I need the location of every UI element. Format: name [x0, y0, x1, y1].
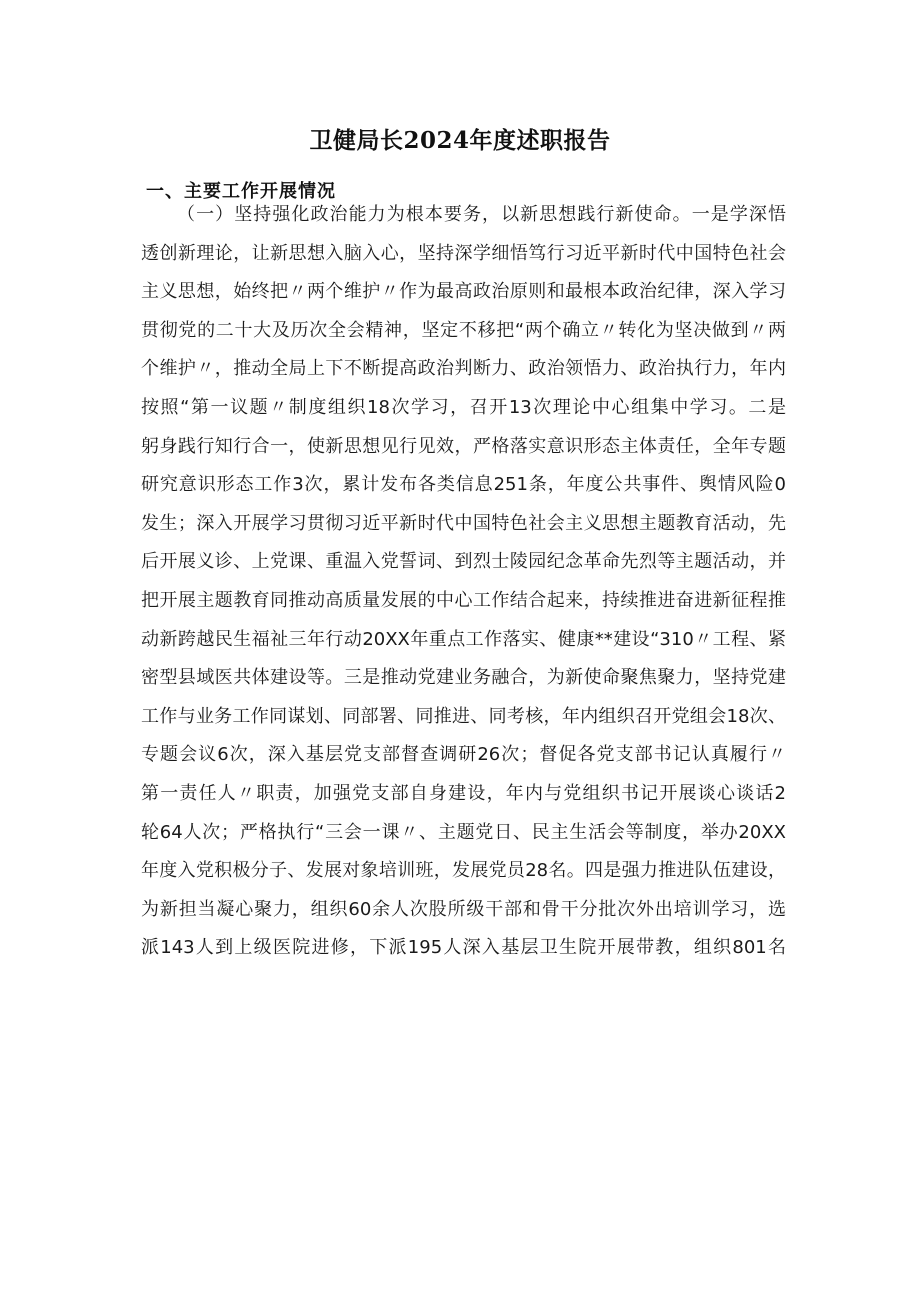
paragraph-line: 按照“第一议题〃制度组织18次学习，召开13次理论中心组集中学习。二是: [141, 396, 786, 418]
body-paragraph: [141, 196, 786, 968]
section-heading: 一、主要工作开展情况: [146, 181, 336, 202]
paragraph-line: 透创新理论，让新思想入脑入心，坚持深学细悟笃行习近平新时代中国特色社会: [141, 242, 786, 264]
paragraph-line: （一）坚持强化政治能力为根本要务，以新思想践行新使命。一是学深悟: [177, 204, 786, 225]
paragraph-line: 为新担当凝心聚力，组织60余人次股所级干部和骨干分批次外出培训学习，选: [141, 898, 786, 920]
paragraph-line: 躬身践行知行合一，使新思想见行见效，严格落实意识形态主体责任，全年专题: [141, 435, 786, 457]
paragraph-line: 动新跨越民生福祉三年行动20XX年重点工作落实、健康**建设“310〃工程、紧: [141, 628, 786, 650]
paragraph-line: 研究意识形态工作3次，累计发布各类信息251条，年度公共事件、舆情风险0: [141, 474, 786, 496]
paragraph-line: 把开展主题教育同推动高质量发展的中心工作结合起来，持续推进奋进新征程推: [141, 589, 786, 611]
paragraph-line: 工作与业务工作同谋划、同部署、同推进、同考核，年内组织召开党组会18次、: [141, 705, 786, 727]
paragraph-line: 发生；深入开展学习贯彻习近平新时代中国特色社会主义思想主题教育活动，先: [141, 512, 786, 534]
paragraph-line: 后开展义诊、上党课、重温入党誓词、到烈士陵园纪念革命先烈等主题活动，并: [141, 551, 786, 573]
paragraph-line: 第一责任人〃职责，加强党支部自身建设，年内与党组织书记开展谈心谈话2: [141, 782, 786, 804]
paragraph-line: 密型县域医共体建设等。三是推动党建业务融合，为新使命聚焦聚力，坚持党建: [141, 667, 786, 689]
paragraph-line: 派143人到上级医院进修，下派195人深入基层卫生院开展带教，组织801名: [141, 937, 786, 959]
paragraph-line: 贯彻党的二十大及历次全会精神，坚定不移把“两个确立〃转化为坚决做到〃两: [141, 319, 786, 341]
paragraph-line: 个维护〃，推动全局上下不断提高政治判断力、政治领悟力、政治执行力，年内: [141, 358, 786, 380]
paragraph-line: 年度入党积极分子、发展对象培训班，发展党员28名。四是强力推进队伍建设，: [141, 860, 786, 882]
paragraph-line: 轮64人次；严格执行“三会一课〃、主题党日、民主生活会等制度，举办20XX: [141, 821, 786, 843]
paragraph-line: 专题会议6次，深入基层党支部督查调研26次；督促各党支部书记认真履行〃: [141, 744, 786, 766]
document-title: 卫健局长2024年度述职报告: [309, 127, 611, 154]
paragraph-line: 主义思想，始终把〃两个维护〃作为最高政治原则和最根本政治纪律，深入学习: [141, 281, 786, 303]
